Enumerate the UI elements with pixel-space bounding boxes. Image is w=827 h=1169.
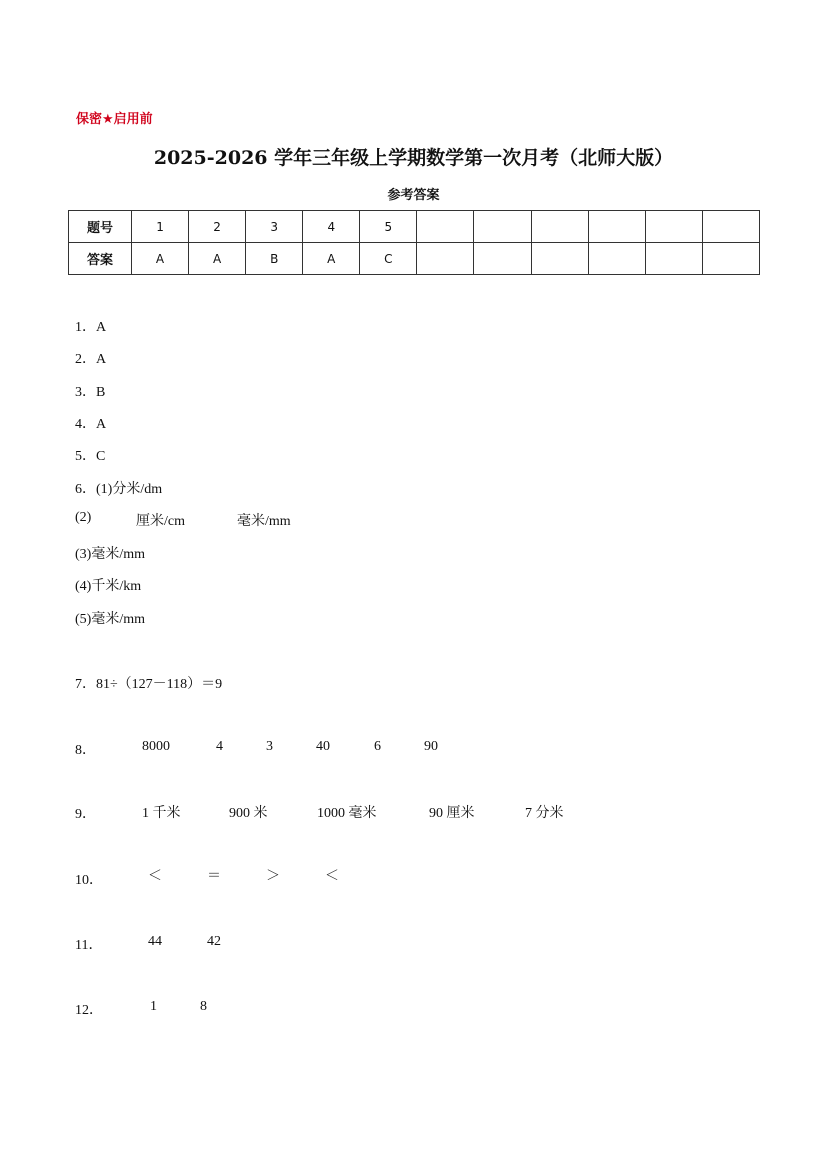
answer-line-5: 5．C (75, 449, 106, 464)
answer-line-6-2-b: 毫米/mm (237, 514, 291, 529)
table-cell: C (360, 243, 417, 275)
table-cell (531, 243, 588, 275)
answer-value: ＞ (266, 869, 280, 884)
answer-line-6-3: (3)毫米/mm (75, 547, 145, 562)
answer-value: ＝ (207, 869, 221, 884)
answer-value: 42 (207, 934, 221, 949)
answer-value: 40 (316, 739, 330, 754)
answer-value: 8 (200, 999, 207, 1014)
table-cell (645, 211, 702, 243)
answer-line-2: 2．A (75, 352, 107, 367)
answer-value: 90 厘米 (429, 806, 475, 821)
confidential-label: 保密★启用前 (76, 112, 153, 127)
table-cell: 5 (360, 211, 417, 243)
answer-value: 44 (148, 934, 162, 949)
answer-line-6-2-label: (2) (75, 510, 92, 525)
answer-line-6-1: 6．(1)分米/dm (75, 482, 163, 497)
answer-line-6-4: (4)千米/km (75, 579, 142, 594)
table-row-answers (69, 243, 760, 275)
table-cell: 1 (132, 211, 189, 243)
table-cell (531, 211, 588, 243)
table-cell: 2 (189, 211, 246, 243)
answer-line-12-label: 12． (75, 1003, 103, 1018)
table-cell (645, 243, 702, 275)
answer-line-6-5: (5)毫米/mm (75, 612, 145, 627)
answer-line-4: 4．A (75, 417, 107, 432)
row-label-answer: 答案 (69, 243, 132, 275)
answer-value: 3 (266, 739, 273, 754)
table-cell: A (303, 243, 360, 275)
table-cell (417, 243, 474, 275)
answer-line-7: 7．81÷（127－118）＝9 (75, 677, 223, 692)
answer-value: ＜ (148, 869, 162, 884)
table-cell (702, 243, 759, 275)
answer-line-10-label: 10． (75, 873, 103, 888)
answer-line-1: 1．A (75, 320, 107, 335)
table-cell (474, 211, 531, 243)
answer-value: 1000 毫米 (317, 806, 377, 821)
answer-value: 90 (424, 739, 438, 754)
answer-table (68, 210, 760, 275)
answer-line-6-2-a: 厘米/cm (136, 514, 185, 529)
table-cell: B (246, 243, 303, 275)
answer-value: ＜ (325, 869, 339, 884)
answer-value: 900 米 (229, 806, 268, 821)
table-cell: 3 (246, 211, 303, 243)
table-cell (588, 243, 645, 275)
table-cell (474, 243, 531, 275)
answer-line-8-label: 8． (75, 743, 96, 758)
answer-value: 1 千米 (142, 806, 181, 821)
table-cell (702, 211, 759, 243)
table-cell (417, 211, 474, 243)
table-cell (588, 211, 645, 243)
table-cell: A (189, 243, 246, 275)
answer-value: 7 分米 (525, 806, 564, 821)
answer-value: 8000 (142, 739, 170, 754)
answer-value: 1 (150, 999, 157, 1014)
answer-line-9-label: 9． (75, 807, 96, 822)
answer-value: 4 (216, 739, 223, 754)
page-title: 2025-2026 学年三年级上学期数学第一次月考（北师大版） (153, 147, 674, 169)
table-row-numbers (69, 211, 760, 243)
answer-line-3: 3．B (75, 385, 106, 400)
row-label-number: 题号 (69, 211, 132, 243)
page-subtitle: 参考答案 (387, 188, 440, 203)
table-cell: 4 (303, 211, 360, 243)
answer-line-11-label: 11． (75, 938, 103, 953)
table-cell: A (132, 243, 189, 275)
answer-value: 6 (374, 739, 381, 754)
